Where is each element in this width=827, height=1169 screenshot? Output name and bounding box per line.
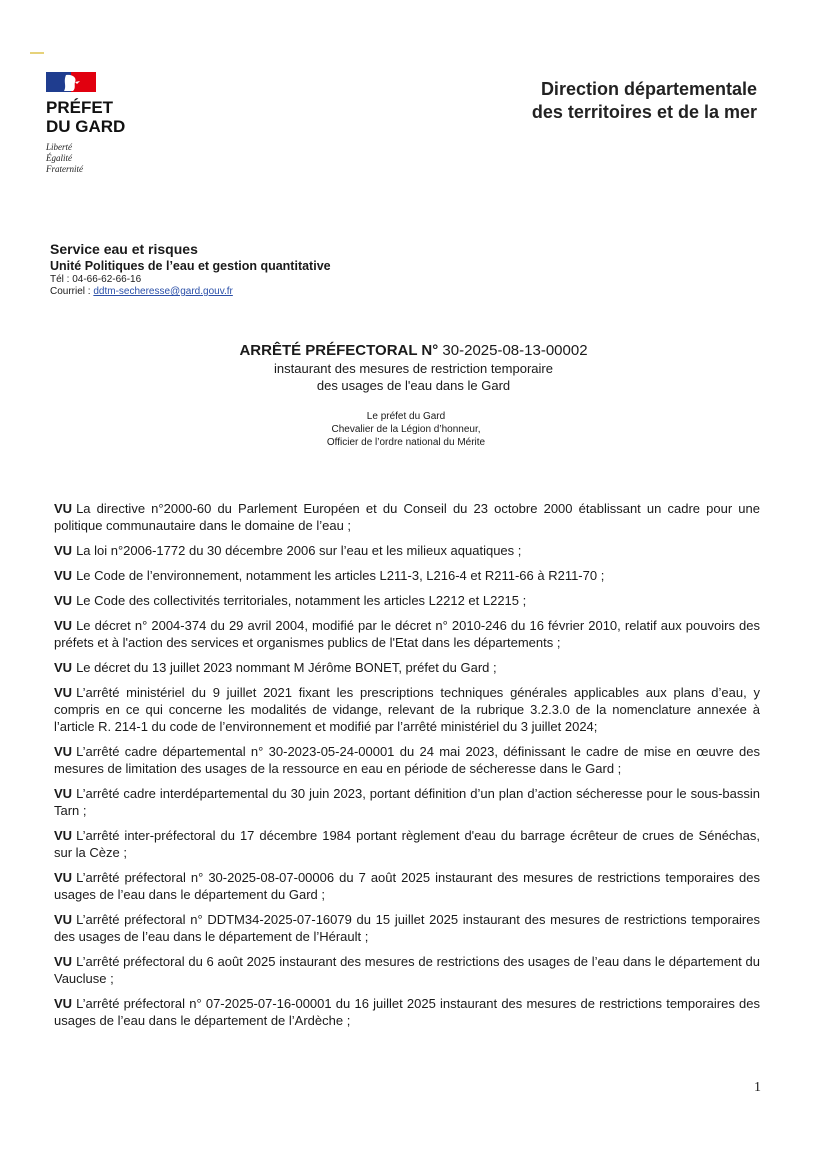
motto [46, 142, 196, 175]
vu-label: VU [54, 568, 73, 583]
service-name: Service eau et risques [50, 241, 198, 257]
direction-line-2: des territoires et de la mer [531, 102, 757, 122]
vu-item [54, 827, 760, 861]
logo-line-1: PRÉFET [46, 98, 114, 117]
vu-label: VU [54, 912, 73, 927]
vu-label: VU [54, 543, 73, 558]
vu-text: L’arrêté préfectoral n° DDTM34-2025-07-16079 du 15 juillet 2025 instaurant des mesures de restrictions temporaires des usages de l’eau dans le département de l’Hérault ; [54, 912, 760, 944]
vu-label: VU [54, 870, 73, 885]
vu-item [54, 659, 760, 676]
vu-item [54, 500, 760, 534]
vu-item [54, 567, 760, 584]
vu-item [54, 953, 760, 987]
vu-text: L’arrêté cadre interdépartemental du 30 juin 2023, portant définition d’un plan d’action sécheresse pour le sous-bassin Tarn ; [54, 786, 760, 818]
vu-item [54, 869, 760, 903]
vu-text: Le Code de l’environnement, notamment les articles L211-3, L216-4 et R211-66 à R211-70 ; [76, 568, 605, 583]
arrete-label: ARRÊTÉ PRÉFECTORAL N° [239, 342, 439, 359]
service-contact-block [50, 241, 331, 298]
scan-mark [30, 52, 44, 54]
direction-heading [532, 78, 757, 124]
email-label: Courriel : [50, 286, 94, 297]
prefet-logo [46, 72, 196, 175]
vu-item [54, 542, 760, 559]
email-link[interactable]: ddtm-secheresse@gard.gouv.fr [93, 286, 233, 297]
vu-label: VU [54, 660, 73, 675]
vu-item [54, 785, 760, 819]
vu-text: Le décret du 13 juillet 2023 nommant M Jérôme BONET, préfet du Gard ; [76, 660, 497, 675]
vu-label: VU [54, 744, 73, 759]
arrete-subtitle-2: des usages de l'eau dans le Gard [316, 378, 511, 393]
service-email-line [50, 286, 331, 298]
prefet-honour-2: Officier de l’ordre national du Mérite [326, 437, 486, 448]
prefet-honour-1: Chevalier de la Légion d’honneur, [331, 424, 481, 435]
vu-item [54, 743, 760, 777]
prefet-title: Le préfet du Gard [366, 411, 446, 422]
vu-text: L’arrêté cadre départemental n° 30-2023-05-24-00001 du 24 mai 2023, définissant le cadre de mise en œuvre des mesures de limitation des usages de la ressource en eau en période de sécheresse dans le Gard ; [54, 744, 760, 776]
arrete-title-block [0, 341, 827, 394]
service-unit: Unité Politiques de l’eau et gestion quantitative [50, 259, 331, 273]
vu-label: VU [54, 685, 73, 700]
motto-egalite: Égalité [46, 153, 72, 163]
arrete-title [0, 341, 827, 360]
arrete-subtitle-1: instaurant des mesures de restriction temporaire [274, 361, 553, 376]
vu-label: VU [54, 618, 73, 633]
vu-item [54, 592, 760, 609]
vu-text: Le Code des collectivités territoriales, notamment les articles L2212 et L2215 ; [76, 593, 527, 608]
vu-item [54, 617, 760, 651]
vu-text: La directive n°2000-60 du Parlement Européen et du Conseil du 23 octobre 2000 établissant un cadre pour une politique communautaire dans le domaine de l’eau ; [54, 501, 760, 533]
direction-line-1: Direction départementale [540, 79, 757, 99]
vu-label: VU [54, 786, 73, 801]
service-phone: Tél : 04-66-62-66-16 [50, 274, 142, 285]
vu-label: VU [54, 996, 73, 1011]
vu-text: La loi n°2006-1772 du 30 décembre 2006 sur l’eau et les milieux aquatiques ; [76, 543, 522, 558]
motto-liberte: Liberté [46, 142, 72, 152]
vu-label: VU [54, 501, 73, 516]
vu-text: L’arrêté préfectoral du 6 août 2025 instaurant des mesures de restrictions des usages de l’eau dans le département du Vaucluse ; [54, 954, 760, 986]
logo-text [46, 98, 196, 136]
marianne-flag-icon [46, 72, 96, 92]
vu-text: L’arrêté inter-préfectoral du 17 décembre 1984 portant règlement d'eau du barrage écrêteur de crues de Sénéchas, sur la Cèze ; [54, 828, 760, 860]
vu-item [54, 995, 760, 1029]
vu-text: Le décret n° 2004-374 du 29 avril 2004, modifié par le décret n° 2010-246 du 16 février 2010, relatif aux pouvoirs des préfets et à l'action des services et organismes publics de l'Etat dans les départements ; [54, 618, 760, 650]
prefet-signatory [0, 410, 812, 449]
considerants-list [54, 500, 760, 1037]
vu-label: VU [54, 954, 73, 969]
motto-fraternite: Fraternité [46, 164, 83, 174]
arrete-number: 30-2025-08-13-00002 [438, 342, 588, 359]
logo-line-2: DU GARD [46, 117, 126, 136]
vu-label: VU [54, 593, 73, 608]
vu-label: VU [54, 828, 73, 843]
vu-item [54, 684, 760, 735]
vu-text: L’arrêté préfectoral n° 07-2025-07-16-00001 du 16 juillet 2025 instaurant des mesures de restrictions temporaires des usages de l’eau dans le département de l’Ardèche ; [54, 996, 760, 1028]
vu-text: L’arrêté ministériel du 9 juillet 2021 fixant les prescriptions techniques générales applicables aux plans d’eau, y compris en ce qui concerne les modalités de vidange, relevant de la rubrique 3.2.3.0 de la nomenclature annexée à l’article R. 214-1 du code de l’environnement et modifié par l’arrêté ministériel du 3 juillet 2024; [54, 685, 760, 734]
page-number: 1 [754, 1080, 761, 1095]
vu-text: L’arrêté préfectoral n° 30-2025-08-07-00006 du 7 août 2025 instaurant des mesures de restrictions temporaires des usages de l’eau dans le département du Gard ; [54, 870, 760, 902]
vu-item [54, 911, 760, 945]
